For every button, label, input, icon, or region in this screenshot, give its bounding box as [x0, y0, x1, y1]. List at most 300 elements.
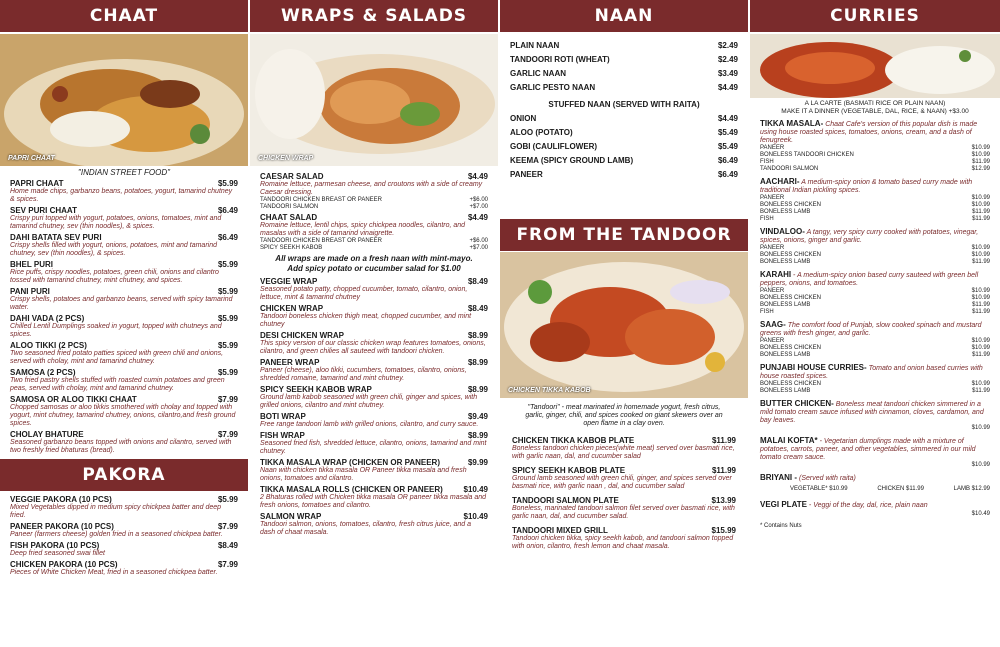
nuts-footnote: * Contains Nuts — [760, 523, 802, 529]
curry-option — [760, 288, 990, 295]
menu-item-name: FISH PAKORA (10 PCS) — [10, 541, 100, 550]
salad-list — [260, 172, 488, 252]
menu-item-desc: Naan with chicken tikka masala OR Paneer tikka masala and fresh onions, tomatoes and cilantro. — [260, 467, 467, 482]
menu-item-name: DESI CHICKEN WRAP — [260, 331, 345, 340]
curry-option-price: $12.99 — [971, 166, 990, 172]
curry-option-price: $10.99 — [971, 202, 990, 208]
menu-item-price: $10.49 — [463, 512, 488, 521]
curry-option — [760, 159, 990, 166]
curry-photo — [750, 34, 1000, 98]
menu-item-name: CHICKEN WRAP — [260, 304, 324, 313]
addon-price: +$7.00 — [469, 245, 488, 251]
menu-item — [260, 277, 488, 302]
menu-item-row — [510, 40, 738, 52]
papri-chaat-image — [0, 34, 248, 166]
curry-option — [760, 152, 990, 159]
menu-item-price: $5.99 — [217, 314, 238, 323]
menu-item-name: SPICY SEEKH KABOB WRAP — [260, 385, 372, 394]
chicken-tikka-caption: CHICKEN TIKKA KABOB — [508, 387, 591, 394]
curry-option-label: FISH — [760, 159, 774, 165]
curries-note-1: A LA CARTE (BASMATI RICE OR PLAIN NAAN) — [804, 100, 946, 107]
menu-item-row — [10, 233, 238, 242]
menu-item — [510, 82, 738, 94]
chicken-wrap-caption: CHICKEN WRAP — [258, 155, 314, 162]
menu-item — [10, 233, 238, 258]
menu-item — [260, 172, 488, 211]
tandoor-item-price: $13.99 — [711, 496, 736, 505]
tandoor-item-name: SPICY SEEKH KABOB PLATE — [512, 466, 626, 475]
tandoor-item-row — [512, 496, 736, 505]
menu-item-price: $5.99 — [217, 495, 238, 504]
menu-item-name: ALOO (POTATO) — [510, 128, 573, 137]
curry-option — [760, 202, 990, 209]
menu-item-desc: Two fried pastry shells stuffed with roasted cumin potatoes and green peas, served with cholay, mint and tamarind chutney. — [10, 377, 225, 392]
curry-option-price: $11.99 — [972, 159, 990, 165]
curry-desc: A tangy, very spicy curry cooked with potatoes, vinegar, spices, onions, ginger and garlic. — [760, 229, 979, 244]
addon-row — [260, 238, 488, 245]
chaat-list — [10, 179, 238, 455]
menu-item-row — [510, 127, 738, 139]
curry-option-label: PANEER — [760, 338, 785, 344]
addon-price: +$7.00 — [469, 204, 488, 210]
menu-item-row — [510, 155, 738, 167]
menu-item-price: $5.49 — [717, 142, 738, 151]
menu-item-price: $4.49 — [717, 114, 738, 123]
menu-item-desc: Romaine lettuce, parmesan cheese, and croutons with a side of creamy Caesar dressing. — [260, 181, 483, 196]
menu-item-row — [10, 430, 238, 439]
menu-item-name: CHAAT SALAD — [260, 213, 318, 222]
tandoor-item — [512, 496, 736, 521]
menu-item-desc: Home made chips, garbanzo beans, potatoes, yogurt, tamarind chutney & spices. — [10, 188, 233, 203]
menu-item-name: FISH WRAP — [260, 431, 305, 440]
menu-item-price: $6.49 — [217, 233, 238, 242]
menu-item-row — [10, 560, 238, 569]
addon-row — [260, 197, 488, 204]
menu-item — [260, 431, 488, 456]
menu-item-name: SALMON WRAP — [260, 512, 322, 521]
menu-item-name: ONION — [510, 114, 537, 123]
menu-item-desc: Seasoned potato patty, chopped cucumber, tomato, cilantro, onion, lettuce, mint & tamarind chutney — [260, 286, 468, 301]
menu-item-name: TIKKA MASALA WRAP (CHICKEN OR PANEER) — [260, 458, 440, 467]
tandoor-item-row — [512, 526, 736, 535]
curry-option — [760, 259, 990, 266]
tandoor-item-price: $15.99 — [711, 526, 736, 535]
menu-item-price: $6.49 — [717, 156, 738, 165]
curry-option-price: $10.99 — [971, 252, 990, 258]
menu-item-price: $7.99 — [217, 395, 238, 404]
menu-item-name: PANEER PAKORA (10 PCS) — [10, 522, 114, 531]
menu-item-price: $9.49 — [467, 412, 488, 421]
menu-item-name: VEGGIE PAKORA (10 PCS) — [10, 495, 112, 504]
curry-option — [760, 209, 990, 216]
menu-item-desc: Paneer (cheese), aloo tikki, cucumbers, tomatoes, cilantro, onions, shredded romaine, tamarind and mint chutney. — [260, 367, 467, 382]
menu-item-price: $8.49 — [217, 541, 238, 550]
curry-option-label: TANDOORI SALMON — [760, 166, 819, 172]
curry-option-price: $11.99 — [972, 388, 990, 394]
wrap-list — [260, 277, 488, 537]
menu-item-name: TIKKA MASALA ROLLS (CHICKEN OR PANEER) — [260, 485, 443, 494]
addon-price: +$6.00 — [469, 238, 488, 244]
menu-item-desc: Crispy shells filled with yogurt, onions, potatoes, mint and tamarind chutney, sev (thin noodles), & spices. — [10, 242, 217, 257]
menu-item-price: $8.99 — [467, 358, 488, 367]
menu-item-desc: Two seasoned fried potato patties spiced with green chili and onions, served with cholay, mint and tamarind chutney. — [10, 350, 224, 365]
addon-label: TANDOORI CHICKEN BREAST OR PANEER — [260, 197, 383, 203]
menu-item — [260, 385, 488, 410]
curry-option — [760, 195, 990, 202]
stuffed-naan-list — [510, 113, 738, 181]
curry-item — [760, 271, 990, 316]
stuffed-naan-title: STUFFED NAAN (SERVED WITH RAITA) — [548, 100, 700, 109]
menu-item-name: BHEL PURI — [10, 260, 53, 269]
menu-item — [10, 260, 238, 285]
curry-option — [760, 245, 990, 252]
menu-item-row — [10, 260, 238, 269]
curry-option-label: BONELESS CHICKEN — [760, 381, 822, 387]
menu-item-price: $8.49 — [467, 277, 488, 286]
menu-item-desc: Romaine lettuce, lentil chips, spicy chickpea noodles, cilantro, and masalas with a side of tamarind vinaigrette. — [260, 222, 466, 237]
tandoor-item-desc: Boneless tandoori chicken pieces(white meat) served over basmati rice, with garlic naan, dal, and cucumber salad — [512, 445, 735, 460]
menu-item-name: SAMOSA OR ALOO TIKKI CHAAT — [10, 395, 137, 404]
curry-option-label: BONELESS TANDOORI CHICKEN — [760, 152, 854, 158]
menu-item-price: $7.99 — [217, 560, 238, 569]
menu-item-row — [260, 385, 488, 394]
menu-item-name: TANDOORI ROTI (WHEAT) — [510, 55, 610, 64]
menu-item-row — [510, 54, 738, 66]
menu-item-price: $4.49 — [467, 172, 488, 181]
chicken-wrap-image — [250, 34, 498, 166]
wraps-header: WRAPS & SALADS — [250, 0, 498, 32]
menu-item-row — [10, 287, 238, 296]
curry-option-price: $11.99 — [972, 216, 990, 222]
biryani-chicken: CHICKEN $11.99 — [877, 486, 924, 492]
menu-item-name: CHICKEN PAKORA (10 PCS) — [10, 560, 118, 569]
wraps-note-2: Add spicy potato or cucumber salad for $1.00 — [287, 264, 461, 273]
menu-item-name: DAHI BATATA SEV PURI — [10, 233, 102, 242]
menu-item-name: SAMOSA (2 PCS) — [10, 368, 76, 377]
addon-price: +$6.00 — [469, 197, 488, 203]
menu-item — [260, 412, 488, 429]
menu-item — [10, 206, 238, 231]
menu-item-desc: Tandoori boneless chicken thigh meat, chopped cucumber, and mint chutney — [260, 313, 472, 328]
curries-note-2: MAKE IT A DINNER (VEGETABLE, DAL, RICE, & NAAN) +$3.00 — [781, 108, 969, 115]
menu-item-row — [510, 68, 738, 80]
menu-item-name: GARLIC PESTO NAAN — [510, 83, 596, 92]
menu-item-desc: Crispy puri topped with yogurt, potatoes, onions, tomatoes, mint and tamarind chutney, sev (thin noodles), & spices. — [10, 215, 222, 230]
menu-item-row — [260, 431, 488, 440]
curry-desc: A medium-spicy onion & tomato based curry made with traditional Indian pickling spices. — [760, 179, 973, 194]
curry-option — [760, 425, 990, 432]
menu-item — [260, 512, 488, 537]
addon-row — [260, 204, 488, 211]
menu-item-price: $2.49 — [717, 55, 738, 64]
menu-item — [10, 430, 238, 455]
menu-item-name: CAESAR SALAD — [260, 172, 324, 181]
menu-item-price: $9.99 — [467, 458, 488, 467]
curry-item — [760, 400, 990, 432]
menu-item-row — [10, 341, 238, 350]
curry-desc: Tomato and onion based curries with house roasted spices. — [760, 365, 983, 380]
curry-option-label: BONELESS CHICKEN — [760, 202, 822, 208]
curry-option — [760, 295, 990, 302]
menu-item-price: $10.49 — [463, 485, 488, 494]
chaat-header: CHAAT — [0, 0, 248, 32]
menu-item-row — [10, 179, 238, 188]
curry-name: SAAG- — [760, 320, 786, 329]
curry-desc: - Vegetarian dumplings made with a mixture of potatoes, carrots, paneer, and other vegetables, simmered in our mild tomato cream sauce. — [760, 438, 976, 461]
curry-image — [750, 34, 1000, 98]
curry-option — [760, 345, 990, 352]
curry-option-price: $10.99 — [971, 345, 990, 351]
curry-option-price: $10.99 — [971, 288, 990, 294]
menu-item-row — [260, 172, 488, 181]
menu-item-price: $4.49 — [467, 213, 488, 222]
tandoor-header: FROM THE TANDOOR — [500, 219, 748, 251]
menu-item — [10, 314, 238, 339]
tandoor-item-name: TANDOORI MIXED GRILL — [512, 526, 608, 535]
curry-option-label: BONELESS LAMB — [760, 388, 811, 394]
menu-item-row — [260, 331, 488, 340]
curry-option — [760, 381, 990, 388]
curry-option — [760, 216, 990, 223]
menu-item — [260, 485, 488, 510]
curry-item — [760, 364, 990, 395]
menu-item-row — [260, 304, 488, 313]
vegi-plate-block — [760, 501, 990, 518]
menu-item-price: $5.99 — [217, 260, 238, 269]
curry-option-price: $11.99 — [972, 259, 990, 265]
menu-item-name: GOBI (CAULIFLOWER) — [510, 142, 598, 151]
curry-option-price: $10.99 — [971, 152, 990, 158]
curry-option-label: BONELESS CHICKEN — [760, 295, 822, 301]
curry-option — [760, 462, 990, 469]
curries-header: CURRIES — [750, 0, 1000, 32]
menu-item-name: KEEMA (SPICY GROUND LAMB) — [510, 156, 634, 165]
menu-item-row — [260, 412, 488, 421]
menu-item-desc: Seasoned garbanzo beans topped with onions and cilantro, served with two freshly fried bhaturas (bread). — [10, 439, 232, 454]
curry-name: KARAHI — [760, 270, 792, 279]
menu-item-price: $8.99 — [467, 431, 488, 440]
menu-item-desc: Chopped samosas or aloo tikkis smothered with cholay and topped with yogurt, mint chutney, tamarind chutney, onions, cilantro,and fresh ground spices. — [10, 404, 236, 427]
curry-option-label: PANEER — [760, 195, 785, 201]
menu-item-desc: Tandoori salmon, onions, tomatoes, cilantro, fresh citrus juice, and a dash of chaat masala. — [260, 521, 472, 536]
curry-option-label: BONELESS LAMB — [760, 209, 811, 215]
menu-item-row — [260, 458, 488, 467]
menu-item-desc: Crispy shells, potatoes and garbanzo beans, served with spicy tamarind water. — [10, 296, 233, 311]
biryani-name: BRIYANI - — [760, 473, 798, 482]
tandoor-item-desc: Boneless, marinated tandoori salmon filet served over basmati rice, with garlic naan, dal, and cucumber salad. — [512, 505, 735, 520]
curry-option — [760, 352, 990, 359]
menu-item — [510, 155, 738, 167]
curry-option-price: $10.99 — [971, 381, 990, 387]
curry-option-label: PANEER — [760, 245, 785, 251]
menu-item-name: PANI PURI — [10, 287, 50, 296]
naan-list — [510, 40, 738, 94]
curry-option-label: BONELESS CHICKEN — [760, 252, 822, 258]
tandoor-item-desc: Tandoori chicken tikka, spicy seekh kabob, and tandoori salmon topped with onion, cilantro, fresh lemon and chaat masala. — [512, 535, 734, 550]
menu-item — [10, 395, 238, 428]
chaat-column — [0, 0, 248, 579]
naan-column — [500, 0, 748, 550]
tandoor-intro: "Tandoori" - meat marinated in homemade yogurt, fresh citrus, garlic, ginger, chili, and spices cooked on giant skewers over an open flame in a clay oven. — [525, 404, 723, 427]
menu-item-name: CHOLAY BHATURE — [10, 430, 84, 439]
menu-item — [10, 287, 238, 312]
vegi-plate-price: $10.49 — [971, 511, 990, 517]
menu-item — [10, 541, 238, 558]
menu-item-name: PLAIN NAAN — [510, 41, 560, 50]
menu-item-price: $2.49 — [717, 41, 738, 50]
menu-item-desc: Ground lamb kabob seasoned with green chili, ginger and spices, with grilled onions, cilantro and mint chutney. — [260, 394, 478, 409]
tandoor-list — [512, 436, 736, 551]
menu-item-price: $5.99 — [217, 341, 238, 350]
curry-list — [760, 120, 990, 469]
curry-option-label: BONELESS LAMB — [760, 352, 811, 358]
addon-label: SPICY SEEKH KABOB — [260, 245, 323, 251]
tandoor-item-desc: Ground lamb seasoned with green chili, ginger, and spices served over basmati rice, with garlic naan , dal, and cucumber salad — [512, 475, 732, 490]
curry-item — [760, 178, 990, 223]
curry-option-label: FISH — [760, 309, 774, 315]
curry-item — [760, 228, 990, 266]
menu-item-desc: Pieces of White Chicken Meat, fried in a seasoned chickpea batter. — [10, 569, 218, 576]
pakora-list — [10, 495, 238, 577]
curry-option-price: $10.99 — [971, 462, 990, 468]
menu-item-price: $5.99 — [217, 368, 238, 377]
curry-option-label: PANEER — [760, 145, 785, 151]
curry-option-label: PANEER — [760, 288, 785, 294]
curry-option-price: $10.99 — [971, 245, 990, 251]
menu-item-price: $4.49 — [717, 83, 738, 92]
chicken-tikka-photo — [500, 252, 748, 398]
menu-item-price: $8.49 — [467, 304, 488, 313]
biryani-lamb: LAMB $12.99 — [953, 486, 990, 492]
menu-item-row — [260, 277, 488, 286]
menu-item-price: $3.49 — [717, 69, 738, 78]
menu-item-name: PANEER — [510, 170, 543, 179]
biryani-desc: (Served with raita) — [797, 475, 856, 482]
curry-option — [760, 166, 990, 173]
curry-option-price: $10.99 — [971, 145, 990, 151]
tandoor-item-name: TANDOORI SALMON PLATE — [512, 496, 619, 505]
curries-column — [750, 0, 1000, 529]
menu-item — [10, 341, 238, 366]
tandoor-item — [512, 436, 736, 461]
menu-item — [510, 54, 738, 66]
curry-option-price: $10.99 — [971, 338, 990, 344]
menu-item — [10, 179, 238, 204]
curry-option-price: $11.99 — [972, 302, 990, 308]
papri-chaat-caption: PAPRI CHAAT — [8, 155, 55, 162]
menu-item-price: $5.99 — [217, 287, 238, 296]
curry-option-price: $10.99 — [971, 295, 990, 301]
menu-item-desc: Mixed Vegetables dipped in medium spicy chickpea batter and deep fried. — [10, 504, 222, 519]
menu-item-row — [260, 358, 488, 367]
curry-option-price: $11.99 — [972, 352, 990, 358]
menu-item-desc: 2 Bhaturas rolled with Chicken tikka masala OR paneer tikka masala and fresh onions, tomatoes and cilantro. — [260, 494, 487, 509]
curry-name: BUTTER CHICKEN- — [760, 399, 834, 408]
curry-option-label: BONELESS CHICKEN — [760, 345, 822, 351]
biryani-veg: VEGETABLE* $10.99 — [790, 486, 848, 492]
chaat-subtitle: "INDIAN STREET FOOD" — [78, 168, 170, 177]
menu-item-row — [510, 113, 738, 125]
menu-item-price: $6.49 — [217, 206, 238, 215]
menu-item-name: GARLIC NAAN — [510, 69, 566, 78]
curry-option — [760, 309, 990, 316]
naan-header: NAAN — [500, 0, 748, 32]
vegi-plate-desc: - Veggi of the day, dal, rice, plain naan — [806, 502, 928, 509]
papri-chaat-photo — [0, 34, 248, 166]
menu-item-price: $7.99 — [217, 522, 238, 531]
menu-item-name: PAPRI CHAAT — [10, 179, 64, 188]
menu-item — [510, 113, 738, 125]
curry-option-label: FISH — [760, 216, 774, 222]
curry-name: PUNJABI HOUSE CURRIES- — [760, 363, 867, 372]
curry-item — [760, 437, 990, 469]
chicken-tikka-image — [500, 252, 748, 398]
addon-label: TANDOORI CHICKEN BREAST OR PANEER — [260, 238, 383, 244]
tandoor-item-price: $11.99 — [711, 466, 736, 475]
menu-item-row — [10, 522, 238, 531]
addon-row — [260, 245, 488, 252]
curry-desc: - A medium-spicy onion based curry sauteed with green bell peppers, onions, and tomatoes. — [760, 272, 979, 287]
menu-item — [510, 40, 738, 52]
menu-item-row — [510, 82, 738, 94]
menu-item-desc: Chilled Lentil Dumplings soaked in yogurt, topped with chutneys and spices. — [10, 323, 222, 338]
menu-item-row — [10, 495, 238, 504]
menu-item-row — [510, 141, 738, 153]
menu-item-desc: Rice puffs, crispy noodles, potatoes, green chili, onions and cilantro tossed with tamarind chutney, mint chutney, and spices. — [10, 269, 219, 284]
pakora-header: PAKORA — [0, 459, 248, 491]
menu-item-name: SEV PURI CHAAT — [10, 206, 77, 215]
menu-item — [260, 458, 488, 483]
tandoor-item-name: CHICKEN TIKKA KABOB PLATE — [512, 436, 635, 445]
menu-item — [510, 141, 738, 153]
tandoor-item-row — [512, 466, 736, 475]
curry-option-price: $11.99 — [972, 209, 990, 215]
menu-item — [10, 560, 238, 577]
curry-option-price: $10.99 — [971, 195, 990, 201]
curry-item — [760, 120, 990, 173]
menu-item-desc: Seasoned fried fish, shredded lettuce, cilantro, onions, tamarind and mint chutney. — [260, 440, 487, 455]
menu-item-price: $8.99 — [467, 331, 488, 340]
menu-item-row — [10, 541, 238, 550]
menu-item-price: $6.49 — [717, 170, 738, 179]
curry-name: AACHARI- — [760, 177, 800, 186]
menu-item — [10, 522, 238, 539]
biryani-block — [760, 474, 990, 493]
menu-item-desc: This spicy version of our classic chicken wrap features tomatoes, onions, cilantro, and green chilies all sauteed with tandoori chicken. — [260, 340, 486, 355]
curry-option-label: BONELESS LAMB — [760, 302, 811, 308]
menu-item-name: ALOO TIKKI (2 PCS) — [10, 341, 87, 350]
menu-item-price: $5.49 — [717, 128, 738, 137]
curry-option — [760, 302, 990, 309]
vegi-plate-name: VEGI PLATE — [760, 500, 807, 509]
menu-item — [260, 213, 488, 252]
tandoor-item-price: $11.99 — [711, 436, 736, 445]
menu-item-row — [260, 485, 488, 494]
menu-item — [510, 68, 738, 80]
menu-item-row — [10, 368, 238, 377]
menu-item-row — [260, 512, 488, 521]
curry-option — [760, 388, 990, 395]
curry-desc: The comfort food of Punjab, slow cooked spinach and mustard greens with fresh ginger, and garlic. — [760, 322, 982, 337]
wraps-column — [250, 0, 498, 539]
menu-item-desc: Paneer (farmers cheese) golden fried in a seasoned chickpea batter. — [10, 531, 223, 538]
menu-item-name: PANEER WRAP — [260, 358, 320, 367]
curry-name: VINDALOO- — [760, 227, 805, 236]
curry-option-price: $11.99 — [972, 309, 990, 315]
curry-option-label: BONELESS LAMB — [760, 259, 811, 265]
chicken-wrap-photo — [250, 34, 498, 166]
curry-option-price: $10.99 — [971, 425, 990, 431]
